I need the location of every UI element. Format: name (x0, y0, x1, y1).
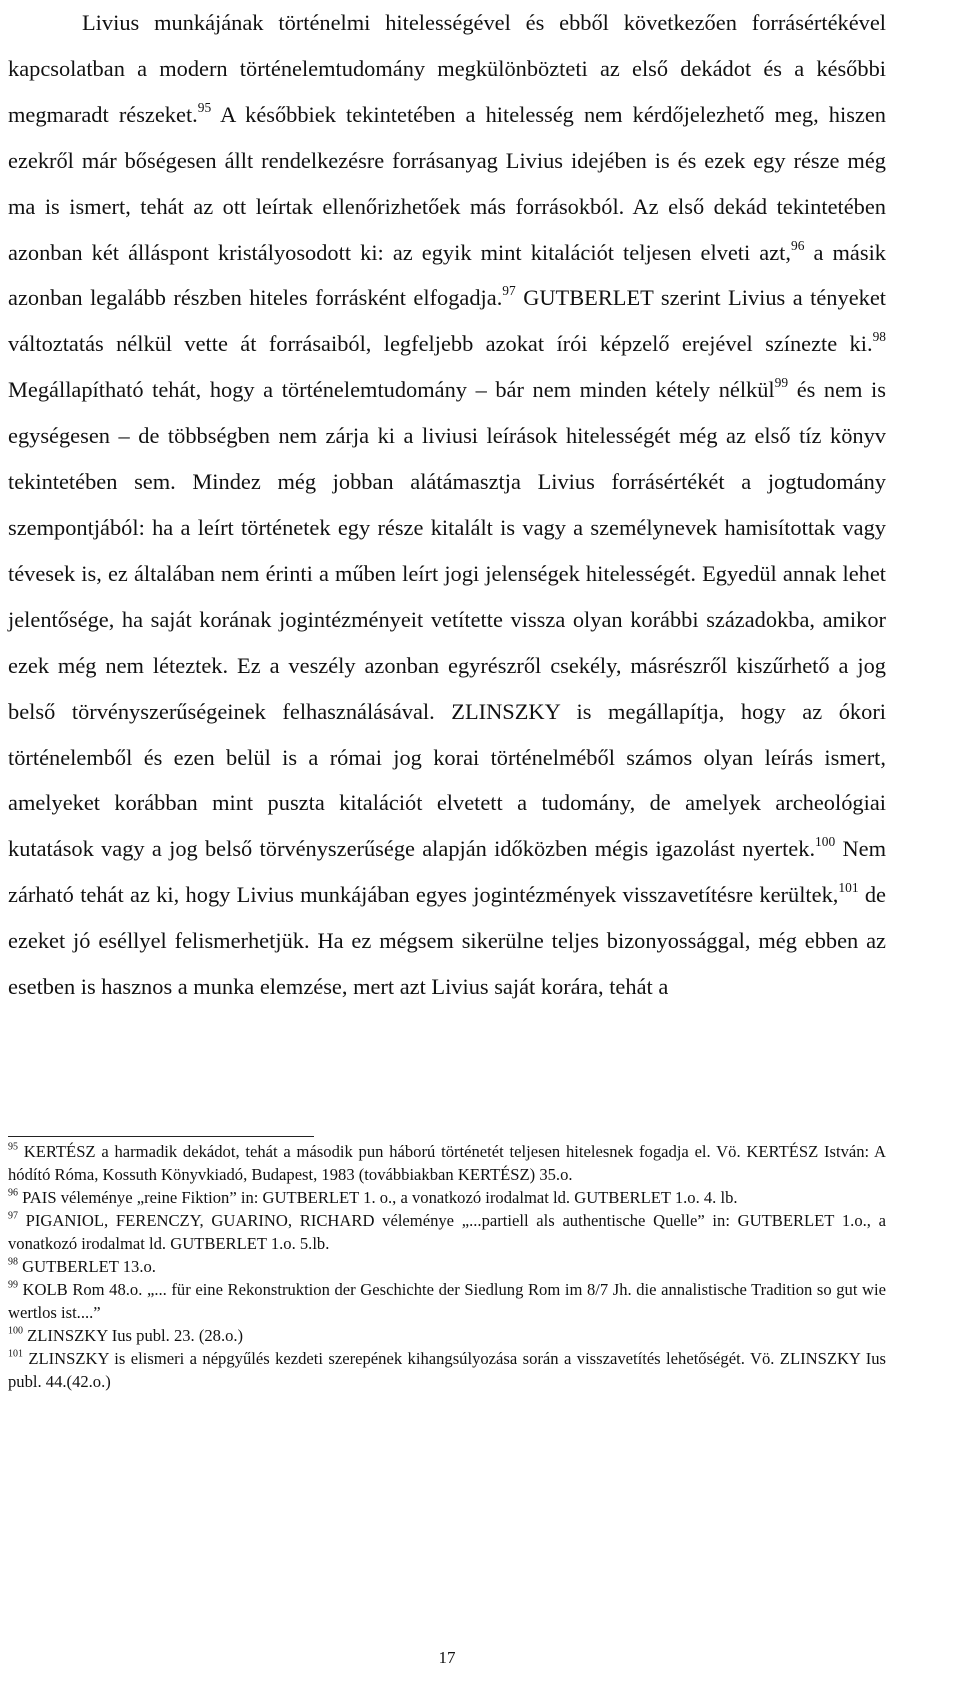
footnote-number: 99 (8, 1279, 18, 1291)
page-number: 17 (438, 1648, 456, 1667)
footnote-100 (8, 1324, 886, 1347)
text-segment: a másik azonban legalább részben hiteles forrásként elfogadja. (8, 239, 886, 311)
footnote-number: 96 (8, 1187, 18, 1199)
text-segment: és nem is egységesen – de többségben nem zárja ki a liviusi leírások hitelességét még az első tíz könyv tekintetében sem. Mindez még jobban alátámasztja Livius forrásértékét a jogtudomány szempontjából: ha a leírt történetek egy része kitalált is vagy a személynevek hamisítottak vagy tévesek is, ez általában nem érinti a műben leírt jogi jelenségek hitelességét. Egyedül annak lehet jelentősége, ha saját korának jogintézményeit vetítette vissza olyan korábbi századokba, amikor ezek még nem léteztek. Ez a veszély azonban egyrészről csekély, másrészről kiszűrhető a jog belső törvényszerűségeinek felhasználásával. ZLINSZKY is megállapítja, hogy az ókori történelemből és ezen belül is a római jog korai történelméből számos olyan leírás ismert, amelyeket korábban mint puszta kitalációt elvetett a tudomány, de amelyek archeológiai kutatások vagy a jog belső törvényszerűsége alapján időközben mégis igazolást nyertek. (8, 377, 886, 862)
text-segment: Nem zárható tehát az ki, hogy Livius munkájában egyes jogintézmények visszavetítésre kerültek, (8, 836, 887, 908)
footnotes (8, 1140, 886, 1393)
footnote-number: 97 (8, 1210, 18, 1222)
text-segment: Megállapítható tehát, hogy a történelemtudomány – bár nem minden kétely nélkül (8, 377, 775, 403)
body-paragraph (8, 0, 886, 1010)
footnote-text: KOLB Rom 48.o. „... für eine Rekonstruktion der Geschichte der Siedlung Rom im 8/7 Jh. die annalistische Tradition so gut wie wertlos ist....” (8, 1280, 886, 1322)
footnote-separator (8, 1136, 314, 1137)
text-segment: GUTBERLET szerint Livius a tényeket változtatás nélkül vette át forrásaiból, legfeljebb azokat írói képzelő erejével színezte ki. (8, 285, 886, 357)
footnote-97 (8, 1209, 886, 1255)
footnote-text: ZLINSZKY Ius publ. 23. (28.o.) (22, 1326, 244, 1345)
footnote-ref-97[interactable]: 97 (502, 283, 516, 299)
footnote-99 (8, 1278, 886, 1324)
footnote-101 (8, 1347, 886, 1393)
text-segment: A későbbiek tekintetében a hitelesség nem kérdőjelezhető meg, hiszen ezekről már bőségesen állt rendelkezésre forrásanyag Livius idejében is és ezek egy része még ma is ismert, tehát az ott leírtak ellenőrizhetőek más forrásokból. Az első dekád tekintetében azonban két álláspont kristályosodott ki: az egyik mint kitalációt teljesen elveti azt, (8, 101, 886, 265)
text-segment: Livius munkájának történelmi hitelességével és ebből következően forrásértékével kapcsolatban a modern történelemtudomány megkülönbözteti az első dekádot és a későbbi megmaradt részeket. (8, 10, 886, 127)
footnote-ref-99[interactable]: 99 (774, 375, 789, 391)
footnote-text: GUTBERLET 13.o. (17, 1257, 156, 1276)
footnote-ref-100[interactable]: 100 (815, 834, 836, 850)
footnote-96 (8, 1186, 886, 1209)
footnote-number: 100 (8, 1325, 23, 1337)
footnote-number: 101 (8, 1348, 23, 1360)
footnote-ref-101[interactable]: 101 (838, 880, 859, 896)
footnote-ref-95[interactable]: 95 (197, 99, 212, 115)
footnote-number: 95 (8, 1141, 18, 1153)
footnote-text: PIGANIOL, FERENCZY, GUARINO, RICHARD véleménye „...partiell als authentische Quelle” in: GUTBERLET 1.o., a vonatkozó irodalmat ld. GUTBERLET 1.o. 5.lb. (8, 1211, 886, 1253)
footnote-text: PAIS véleménye „reine Fiktion” in: GUTBERLET 1. o., a vonatkozó irodalmat ld. GUTBERLET 1.o. 4. lb. (17, 1188, 738, 1207)
footnote-number: 98 (8, 1256, 18, 1268)
footnote-text: KERTÉSZ a harmadik dekádot, tehát a második pun háború történetét teljesen hitelesnek fogadja el. Vö. KERTÉSZ István: A hódító Róma, Kossuth Könyvkiadó, Budapest, 1983 (továbbiakban KERTÉSZ) 35.o. (8, 1142, 886, 1184)
footnote-text: ZLINSZKY is elismeri a népgyűlés kezdeti szerepének kihangsúlyozása során a visszavetítés lehetőségét. Vö. ZLINSZKY Ius publ. 44.(42.o.) (8, 1349, 886, 1391)
footnote-ref-98[interactable]: 98 (872, 329, 886, 345)
footnote-95 (8, 1140, 886, 1186)
footnote-ref-96[interactable]: 96 (791, 237, 805, 253)
footnote-98 (8, 1255, 886, 1278)
text-segment: de ezeket jó eséllyel felismerhetjük. Ha ez mégsem sikerülne teljes bizonyossággal, még ebben az esetben is hasznos a munka elemzése, mert azt Livius saját korára, tehát a (8, 882, 886, 1000)
